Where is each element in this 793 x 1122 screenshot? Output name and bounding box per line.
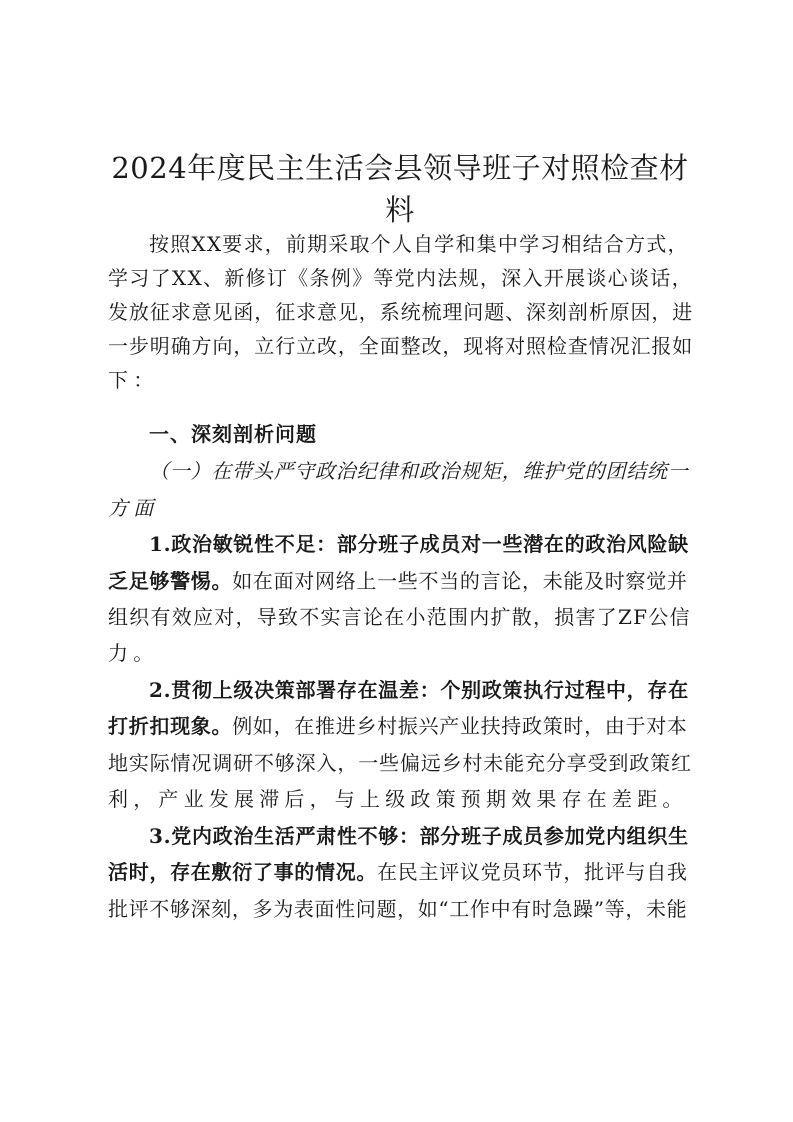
item-2-heading-continued: 打折扣现象。 <box>108 714 233 738</box>
item-2-body: 例如，在推进乡村振兴产业扶持政策时，由于对本 <box>232 714 688 738</box>
item-3-line-3: 批评不够深刻，多为表面性问题，如“工作中有时急躁”等，未能 <box>108 897 688 921</box>
intro-paragraph-line: 发放征求意见函，征求意见，系统梳理问题、深刻剖析原因，进 <box>108 300 694 324</box>
item-1-body: 如在面对网络上一些不当的言论，未能及时察觉并 <box>232 569 688 593</box>
item-3-body: 在民主评议党员环节，批评与自我 <box>377 860 688 884</box>
item-1-line-4: 力。 <box>108 641 159 665</box>
intro-paragraph-line: 按照XX要求，前期采取个人自学和集中学习相结合方式， <box>149 232 689 256</box>
item-3-line-2 <box>108 855 692 889</box>
document-title-line-2: 料 <box>385 193 415 227</box>
subsection-heading-line: 方面 <box>108 496 159 520</box>
item-1-line-3: 组织有效应对，导致不实言论在小范围内扩散，损害了ZF公信 <box>108 605 691 629</box>
item-3-heading: 3.党内政治生活严肃性不够：部分班子成员参加党内组织生 <box>149 824 689 848</box>
item-2-heading: 2.贯彻上级决策部署存在温差：个别政策执行过程中，存在 <box>149 678 689 702</box>
intro-paragraph-line: 学习了XX、新修订《条例》等党内法规，深入开展谈心谈话， <box>108 266 693 290</box>
intro-paragraph-line: 下： <box>108 368 159 392</box>
intro-paragraph-line: 一步明确方向，立行立改，全面整改，现将对照检查情况汇报如 <box>108 334 694 358</box>
item-3-heading-continued: 活时，存在敷衍了事的情况。 <box>108 860 378 884</box>
item-1-heading-continued: 乏足够警惕。 <box>108 569 233 593</box>
document-title-line-1: 2024年度民主生活会县领导班子对照检查材 <box>111 151 689 185</box>
item-1-heading: 1.政治敏锐性不足：部分班子成员对一些潜在的政治风险缺 <box>149 532 689 556</box>
item-2-line-2 <box>108 709 692 743</box>
item-2-line-4: 利，产业发展滞后，与上级政策预期效果存在差距。 <box>108 787 688 811</box>
subsection-heading-line: （一）在带头严守政治纪律和政治规矩，维护党的团结统一 <box>149 459 689 483</box>
item-2-line-3: 地实际情况调研不够深入，一些偏远乡村未能充分享受到政策红 <box>108 751 692 775</box>
section-heading: 一、深刻剖析问题 <box>149 422 317 446</box>
item-1-line-2 <box>108 564 692 598</box>
